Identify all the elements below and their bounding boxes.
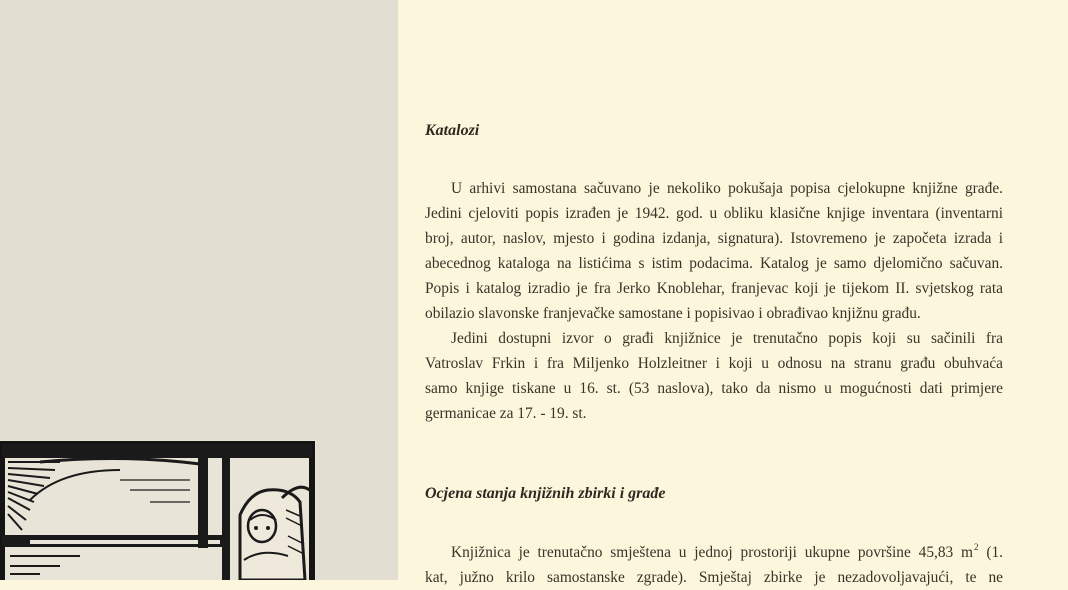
paragraph-line: Popis i katalog izradio je fra Jerko Knoblehar, franjevac koji je tijekom II. svjetskog rata (425, 280, 1003, 297)
line-text: Knjižnica je trenutačno smještena u jednoj prostoriji ukupne površine 45,83 m (451, 544, 974, 561)
line-text-end: (1. (978, 544, 1003, 561)
left-page-margin (0, 0, 398, 580)
paragraph-line: kat, južno krilo samostanske zgrade). Smještaj zbirke je nezadovoljavajući, te ne (425, 569, 1003, 586)
paragraph-line: samo knjige tiskane u 16. st. (53 naslova), tako da nismo u mogućnosti dati primjere (425, 380, 1003, 397)
paragraph-line: U arhivi samostana sačuvano je nekoliko pokušaja popisa cjelokupne knjižne građe. (451, 180, 1003, 197)
paragraph-line: Jedini cjeloviti popis izrađen je 1942. god. u obliku klasične knjige inventara (inventarni (425, 205, 1003, 222)
section-body-katalozi (425, 176, 1003, 426)
woodcut-illustration (0, 440, 316, 580)
section-body-ocjena-stanja (425, 540, 1003, 590)
paragraph-line: germanicae za 17. - 19. st. (425, 405, 587, 422)
paragraph-line: Vatroslav Frkin i fra Miljenko Holzleitner i koji u odnosu na stranu građu obuhvaća (425, 355, 1003, 372)
paragraph-line: obilazio slavonske franjevačke samostane i popisivao i obrađivao knjižnu građu. (425, 305, 921, 322)
section-heading-katalozi: Katalozi (425, 122, 480, 139)
section-heading-ocjena-stanja: Ocjena stanja knjižnih zbirki i građe (425, 485, 666, 502)
superscript: 2 (974, 542, 979, 552)
paragraph-line (425, 540, 1003, 565)
paragraph-line: abecednog kataloga na listićima s istim podacima. Katalog je samo djelomično sačuvan. (425, 255, 1003, 272)
paragraph-line: Jedini dostupni izvor o građi knjižnice je trenutačno popis koji su sačinili fra (451, 330, 1003, 347)
paragraph-line: broj, autor, naslov, mjesto i godina izdanja, signatura). Istovremeno je započeta izrada i (425, 230, 1003, 247)
